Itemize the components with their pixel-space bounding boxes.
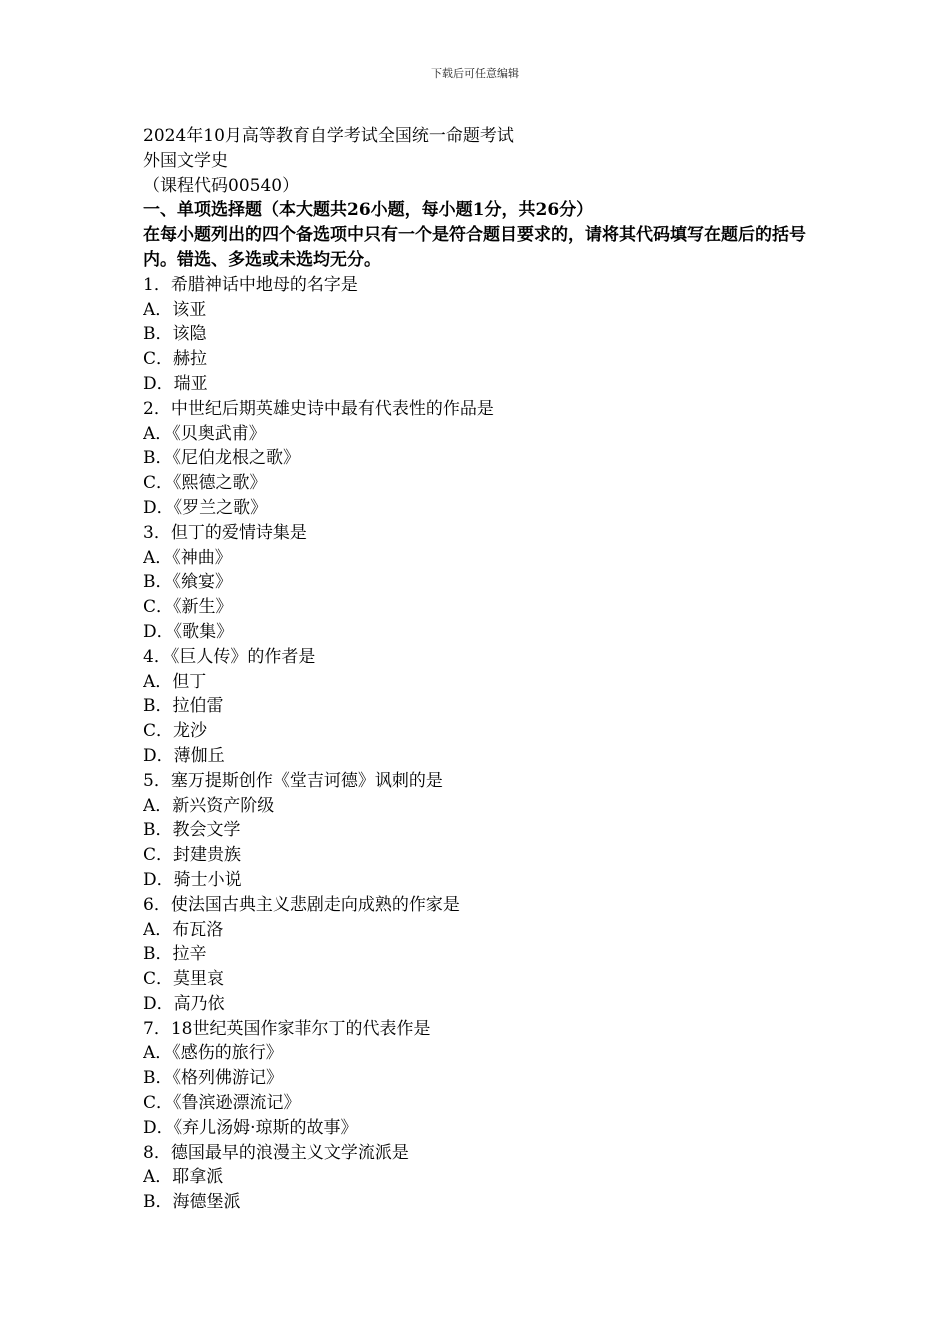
question-list [143,273,823,1215]
header-note: 下载后可任意编辑 [431,67,519,80]
answer-option: B．《尼伯龙根之歌》 [143,448,300,469]
answer-option: B．拉辛 [143,944,207,965]
answer-option: D．骑士小说 [143,869,242,890]
answer-option: A．该亚 [143,299,207,320]
answer-option: A．新兴资产阶级 [143,795,275,816]
section-instruction: 在每小题列出的四个备选项中只有一个是符合题目要求的，请将其代码填写在题后的括号内。错选、多选或未选均无分。 [143,225,806,270]
exam-subject: 外国文学史 [143,150,228,171]
answer-option: D．《罗兰之歌》 [143,497,268,518]
answer-option: C．封建贵族 [143,845,242,866]
section-heading: 一、单项选择题（本大题共26小题，每小题1分，共26分） [143,200,594,221]
answer-option: B．拉伯雷 [143,696,224,717]
course-code: （课程代码00540） [143,175,300,196]
answer-option: C．龙沙 [143,721,208,742]
answer-option: A．耶拿派 [143,1167,224,1188]
answer-option: B．该隐 [143,324,207,345]
exam-title: 2024年10月高等教育自学考试全国统一命题考试 [143,126,514,146]
answer-option: B．《飨宴》 [143,572,232,593]
question-stem: 5．塞万提斯创作《堂吉诃德》讽刺的是 [143,770,443,791]
question-stem: 1．希腊神话中地母的名字是 [143,274,358,295]
answer-option: A．《贝奥武甫》 [143,423,266,444]
answer-option: C．《鲁滨逊漂流记》 [143,1093,301,1114]
question-stem: 7．18世纪英国作家菲尔丁的代表作是 [143,1018,431,1039]
question-stem: 6．使法国古典主义悲剧走向成熟的作家是 [143,894,460,915]
answer-option: C．《熙德之歌》 [143,473,267,494]
answer-option: B．教会文学 [143,820,241,841]
answer-option: B．海德堡派 [143,1192,241,1213]
answer-option: D．瑞亚 [143,373,208,394]
answer-option: D．《歌集》 [143,621,234,642]
document-body [143,124,823,1215]
answer-option: D．高乃依 [143,993,225,1014]
question-stem: 2．中世纪后期英雄史诗中最有代表性的作品是 [143,398,494,419]
answer-option: D．《弃儿汤姆·琼斯的故事》 [143,1117,358,1138]
answer-option: A．《感伤的旅行》 [143,1043,283,1064]
answer-option: D．薄伽丘 [143,745,225,766]
question-stem: 4．《巨人传》的作者是 [143,646,316,667]
answer-option: A．但丁 [143,671,207,692]
answer-option: A．布瓦洛 [143,919,224,940]
question-stem: 8．德国最早的浪漫主义文学流派是 [143,1142,409,1163]
answer-option: A．《神曲》 [143,547,232,568]
answer-option: C．赫拉 [143,349,208,370]
question-stem: 3．但丁的爱情诗集是 [143,522,307,543]
answer-option: C．《新生》 [143,597,233,618]
answer-option: C．莫里哀 [143,969,225,990]
answer-option: B．《格列佛游记》 [143,1068,283,1089]
